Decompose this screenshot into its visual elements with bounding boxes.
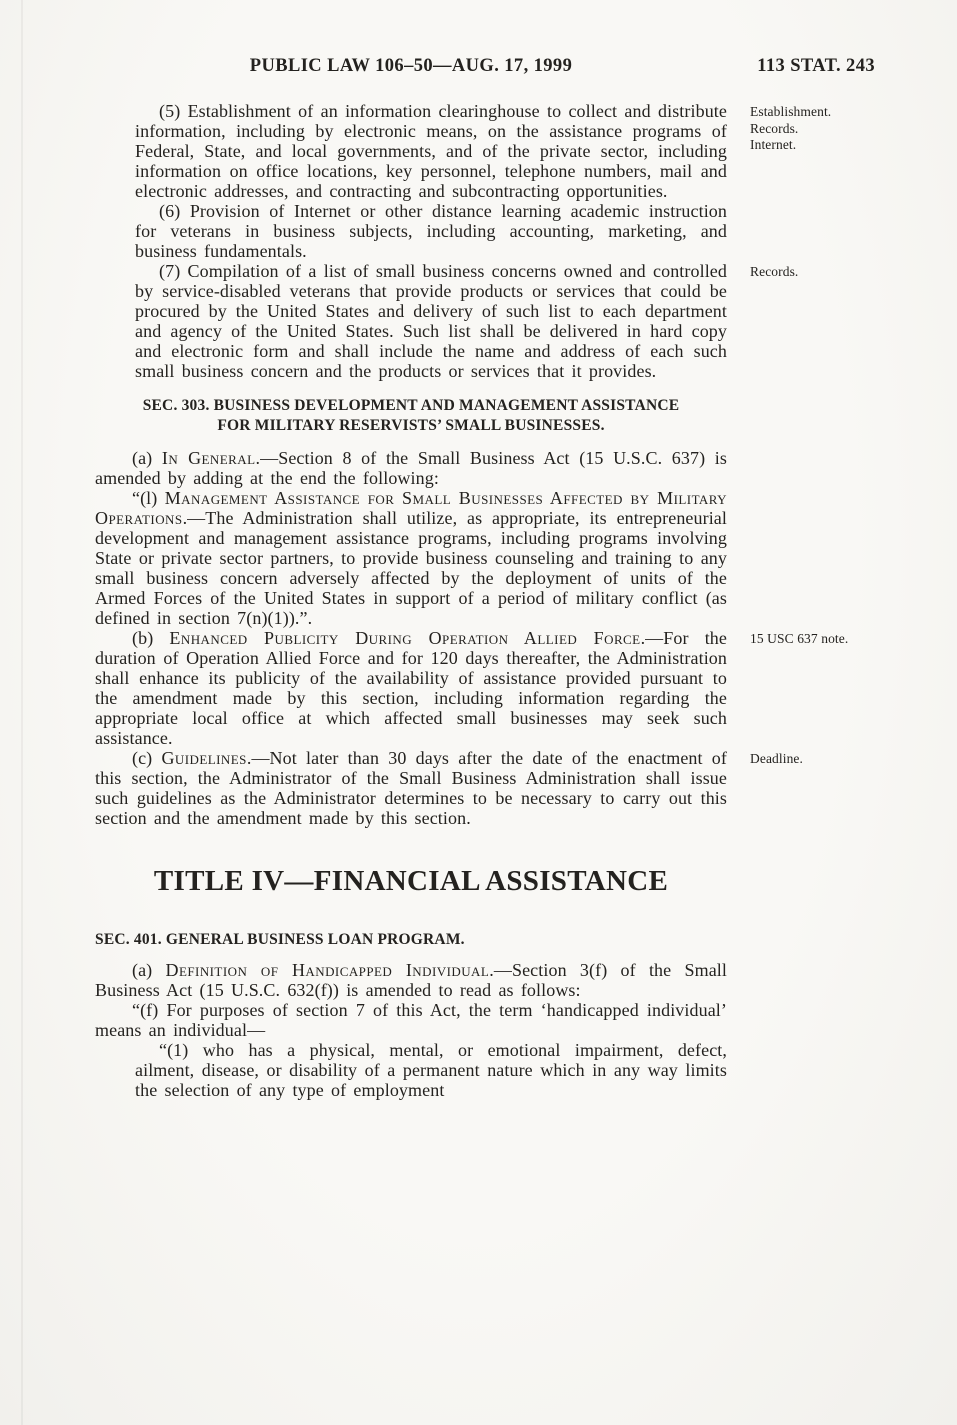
text-line: FOR MILITARY RESERVISTS’ SMALL BUSINESSES. — [217, 417, 605, 434]
running-head-stat-page: 113 STAT. 243 — [757, 56, 875, 76]
paragraph-f-quoted — [95, 1000, 727, 1040]
text-run: .—Not later than 30 days after the date of the enactment of this section, the Administrator of the Small Business Administration shall issue such guidelines as the Administrator determines to be necessary to carry out this section and the amendment made by this section. — [95, 748, 727, 828]
text-run: (c) — [132, 748, 162, 768]
text-line: Internet. — [750, 137, 797, 152]
block-paragraph-a-303 — [95, 448, 875, 488]
paragraph-7 — [135, 261, 727, 381]
block-paragraph-a-401 — [95, 960, 875, 1000]
paragraph-1-quoted — [135, 1040, 727, 1100]
paragraph-6 — [135, 201, 727, 261]
small-caps-text-run: Enhanced Publicity During Operation Allied Force — [169, 628, 641, 648]
text-run: .—Section 3(f) of the Small Business Act (15 U.S.C. 632(f)) is amended to read as follows: — [95, 960, 727, 1000]
text-run: .—For the duration of Operation Allied Force and for 120 days thereafter, the Administration shall enhance its publicity of the availability of assistance provided pursuant to the amendment made by this section, including information regarding the appropriate local office at which affected small businesses may seek such assistance. — [95, 628, 727, 748]
text-run: (b) — [132, 628, 170, 648]
text-run: (a) — [132, 448, 162, 468]
title-iv-heading: TITLE IV—FINANCIAL ASSISTANCE — [153, 865, 669, 897]
block-paragraph-l — [95, 488, 875, 628]
text-run: (5) Establishment of an information clearinghouse to collect and distribute information, including by electronic means, on the assistance programs of Federal, State, and local governments, and of the private sector, including information on office locations, key personnel, telephone numbers, mail and electronic addresses, and contracting and subcontracting opportunities. — [135, 101, 727, 201]
text-run: (a) — [132, 960, 166, 980]
text-run: .—Section 8 of the Small Business Act (15 U.S.C. 637) is amended by adding at the end the following: — [95, 448, 727, 488]
paragraph-a-in-general — [95, 448, 727, 488]
block-paragraph-c-303 — [95, 748, 875, 828]
text-run: “(l) — [132, 488, 165, 508]
block-paragraph-f — [95, 1000, 875, 1040]
section-303-heading — [95, 396, 727, 436]
small-caps-text-run: Guidelines — [161, 748, 247, 768]
block-paragraph-b-303 — [95, 628, 875, 748]
paragraph-b-enhanced-publicity — [95, 628, 727, 748]
body-column — [95, 101, 875, 1100]
paragraph-5 — [135, 101, 727, 201]
paragraph-l-management-assistance — [95, 488, 727, 628]
text-line: Establishment. — [750, 104, 832, 119]
text-run: (7) Compilation of a list of small business concerns owned and controlled by service-disabled veterans that provide products or services that could be procured by the United States and delivery of such list to each department and agency of the United States. Such list shall be delivered in hard copy and electronic form and shall include the name and address of each such small business concern and the products or services that it provides. — [135, 261, 727, 381]
block-paragraph-6 — [95, 201, 875, 261]
block-title-iv-heading — [95, 864, 875, 898]
margin-note-15-usc-637 — [750, 631, 875, 648]
paragraph-c-guidelines — [95, 748, 727, 828]
block-paragraph-7 — [95, 261, 875, 381]
text-run: .—The Administration shall utilize, as appropriate, its entrepreneurial development and management assistance programs, including programs involving State or private sector partners, to provide business counseling and training to any small business concern adversely affected by the deployment of units of the Armed Forces of the United States in support of a period of military conflict (as defined in section 7(n)(1)).”. — [95, 508, 727, 628]
text-line: Records. — [750, 120, 799, 136]
small-caps-text-run: Definition of Handicapped Individual — [165, 960, 490, 980]
paragraph-a-definition-handicapped — [95, 960, 727, 1000]
text-line: Deadline. — [750, 751, 804, 766]
margin-note-establishment-records-internet — [750, 104, 875, 154]
small-caps-text-run: In General — [161, 448, 256, 468]
section-401-heading: SEC. 401. GENERAL BUSINESS LOAN PROGRAM. — [95, 931, 465, 948]
running-header — [95, 56, 875, 84]
margin-note-records — [750, 264, 875, 281]
small-caps-text-run: Management Assistance for Small Businesses Affected by Military Operations — [95, 488, 727, 528]
text-run: (6) Provision of Internet or other distance learning academic instruction for veterans in business subjects, including accounting, marketing, and business fundamentals. — [135, 201, 727, 261]
block-section-401-heading — [95, 930, 875, 950]
running-head-law-citation: PUBLIC LAW 106–50—AUG. 17, 1999 — [249, 56, 573, 76]
block-paragraph-5 — [95, 101, 875, 201]
text-line: 15 USC 637 note. — [750, 631, 849, 646]
text-run: “(f) For purposes of section 7 of this Act, the term ‘handicapped individual’ means an individual— — [95, 1000, 727, 1040]
text-line: SEC. 303. BUSINESS DEVELOPMENT AND MANAGEMENT ASSISTANCE — [142, 397, 680, 414]
text-line: Records. — [750, 264, 799, 279]
text-run: “(1) who has a physical, mental, or emotional impairment, defect, ailment, disease, or disability of a permanent nature which in any way limits the selection of any type of employment — [135, 1040, 727, 1100]
block-section-303-heading — [95, 396, 875, 436]
margin-note-deadline — [750, 751, 875, 768]
scan-edge-artifact — [21, 0, 23, 1425]
block-paragraph-1 — [95, 1040, 875, 1100]
